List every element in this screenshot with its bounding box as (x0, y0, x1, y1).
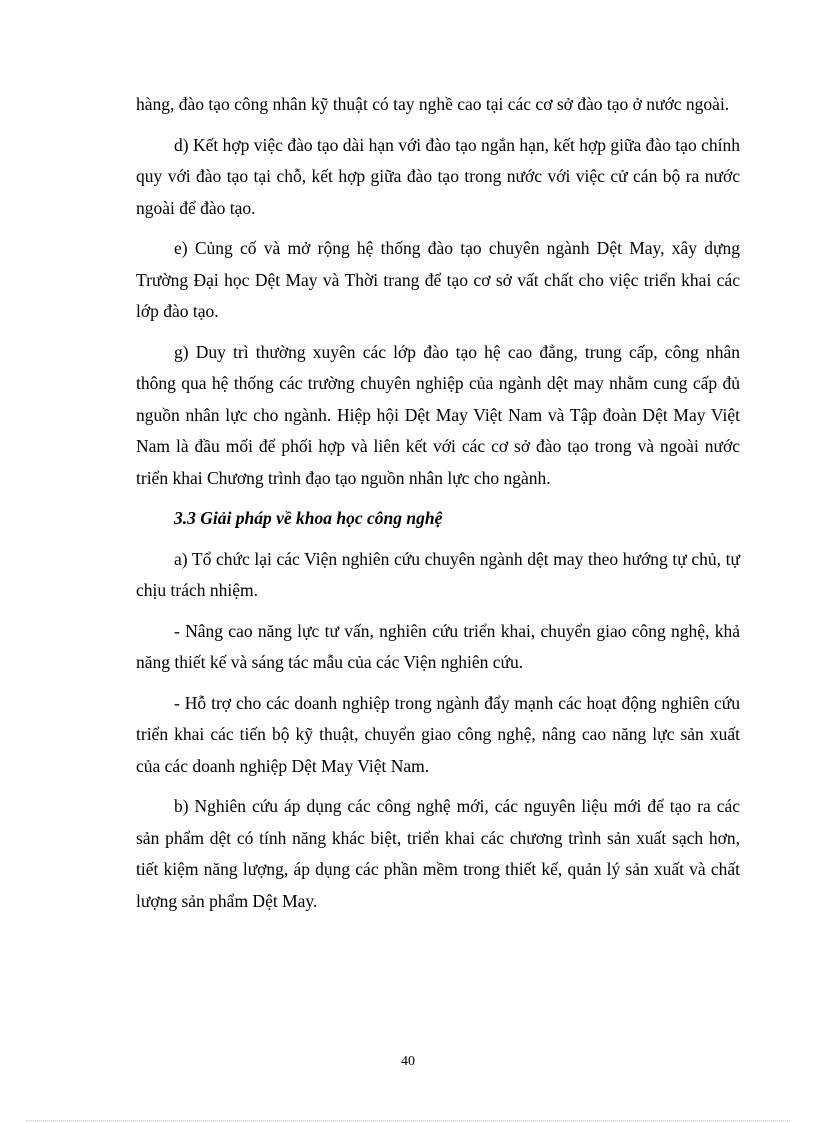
page-body (136, 89, 740, 926)
paragraph-item-d: d) Kết hợp việc đào tạo dài hạn với đào tạo ngắn hạn, kết hợp giữa đào tạo chính quy với đào tạo tại chỗ, kết hợp giữa đào tạo trong nước với việc cử cán bộ ra nước ngoài để đào tạo. (136, 134, 740, 218)
page-bottom-divider (26, 1120, 790, 1121)
paragraph-bullet-support: - Hỗ trợ cho các doanh nghiệp trong ngành đẩy mạnh các hoạt động nghiên cứu triển khai các tiến bộ kỹ thuật, chuyển giao công nghệ, nâng cao năng lực sản xuất của các doanh nghiệp Dệt May Việt Nam. (136, 692, 740, 776)
paragraph-item-e: e) Củng cố và mở rộng hệ thống đào tạo chuyên ngành Dệt May, xây dựng Trường Đại học Dệt May và Thời trang để tạo cơ sở vất chất cho việc triển khai các lớp đào tạo. (136, 238, 740, 321)
paragraph-item-a: a) Tổ chức lại các Viện nghiên cứu chuyên ngành dệt may theo hướng tự chủ, tự chịu trách nhiệm. (136, 548, 740, 600)
paragraph-bullet-consulting: - Nâng cao năng lực tư vấn, nghiên cứu triển khai, chuyển giao công nghệ, khả năng thiết kế và sáng tác mẫu của các Viện nghiên cứu. (136, 620, 740, 672)
paragraph-training-abroad: hàng, đào tạo công nhân kỹ thuật có tay nghề cao tại các cơ sở đào tạo ở nước ngoài. (136, 94, 730, 114)
paragraph-item-g: g) Duy trì thường xuyên các lớp đào tạo hệ cao đẳng, trung cấp, công nhân thông qua hệ thống các trường chuyên nghiệp của ngành dệt may nhằm cung cấp đủ nguồn nhân lực cho ngành. Hiệp hội Dệt May Việt Nam và Tập đoàn Dệt May Việt Nam là đầu mối để phối hợp và liên kết với các cơ sở đào tạo trong và ngoài nước triển khai Chương trình đạo tạo nguồn nhân lực cho ngành. (136, 341, 740, 488)
section-heading-3-3: 3.3 Giải pháp về khoa học công nghệ (174, 508, 443, 528)
page-number: 40 (401, 1054, 415, 1069)
paragraph-item-b: b) Nghiên cứu áp dụng các công nghệ mới, các nguyên liệu mới để tạo ra các sản phẩm dệt có tính năng khác biệt, triển khai các chương trình sản xuất sạch hơn, tiết kiệm năng lượng, áp dụng các phần mềm trong thiết kế, quản lý sản xuất và chất lượng sản phẩm Dệt May. (136, 796, 740, 911)
